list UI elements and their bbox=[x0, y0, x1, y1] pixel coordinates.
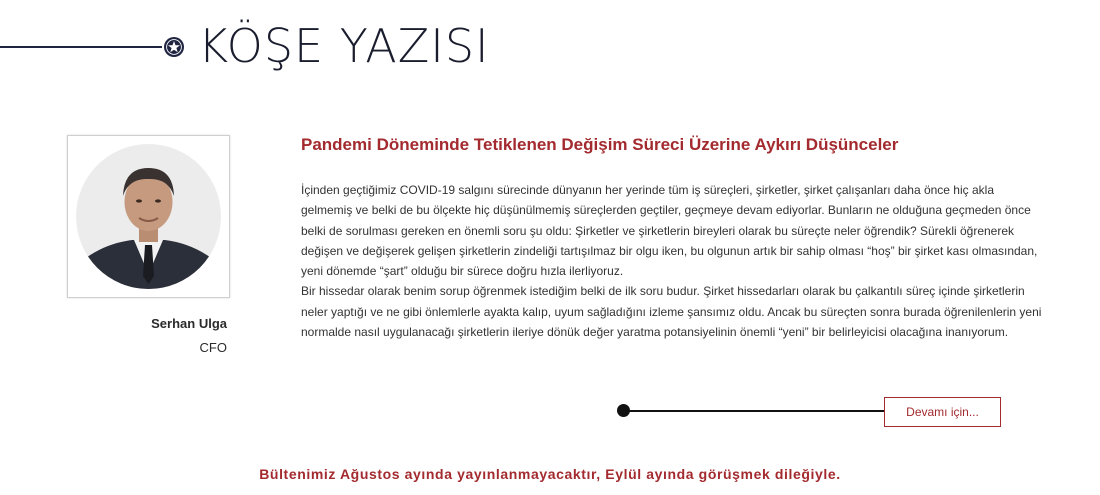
star-badge-icon bbox=[163, 36, 185, 58]
article-body bbox=[301, 180, 1046, 342]
author-photo-frame bbox=[67, 135, 230, 298]
article-paragraph: İçinden geçtiğimiz COVID-19 salgını sürecinde dünyanın her yerinde tüm iş süreçleri, şirketler, şirket çalışanları daha önce hiç akla gelmemiş ve belki de bu ölçekte hiç düşünülmemiş süreçlerden geçtiler, geçmeye devam ediyorlar. Bunların ne olduğuna geçmeden önce belki de sorulması gereken en önemli soru şu oldu: Şirketler ve şirketlerin bireyleri olarak bu süreçte neler öğrendik? Sürekli öğrenerek değişen ve değişerek gelişen şirketlerin zindeliği tartışılmaz bir olgu iken, bu olgunun artık bir sahip olması “hoş” bir şirket kası olmasından, yeni dönemde “şart” olduğu bir sürece doğru hızla ilerliyoruz. bbox=[301, 183, 1038, 279]
newsletter-footer-note: Bültenimiz Ağustos ayında yayınlanmayacaktır, Eylül ayında görüşmek dileğiyle. bbox=[259, 466, 841, 482]
author-name: Serhan Ulga bbox=[151, 316, 227, 331]
read-more-button[interactable]: Devamı için... bbox=[884, 397, 1001, 427]
article-paragraph: Bir hissedar olarak benim sorup öğrenmek istediğim belki de ilk soru budur. Şirket hissedarları olarak bu çalkantılı süreç içinde şirketlerin neler yaptığı ve ne gibi önlemlerle ayakta kalıp, uyum sağladığını izleme şansımız oldu. Ancak bu süreçten sonra burada öğrenilenlerin yeni normalde nasıl uygulanacağı şirketlerin ileriye dönük değer yaratma potansiyelinin önemli “yeni” bir belirleyicisi olacağına inanıyorum. bbox=[301, 284, 1042, 340]
author-role: CFO bbox=[199, 340, 227, 355]
header-divider-line bbox=[0, 46, 162, 48]
page-title: KÖŞE YAZISI bbox=[198, 19, 490, 73]
read-more-line bbox=[628, 410, 886, 412]
article-title: Pandemi Döneminde Tetiklenen Değişim Süreci Üzerine Aykırı Düşünceler bbox=[301, 135, 899, 154]
avatar bbox=[76, 144, 221, 289]
